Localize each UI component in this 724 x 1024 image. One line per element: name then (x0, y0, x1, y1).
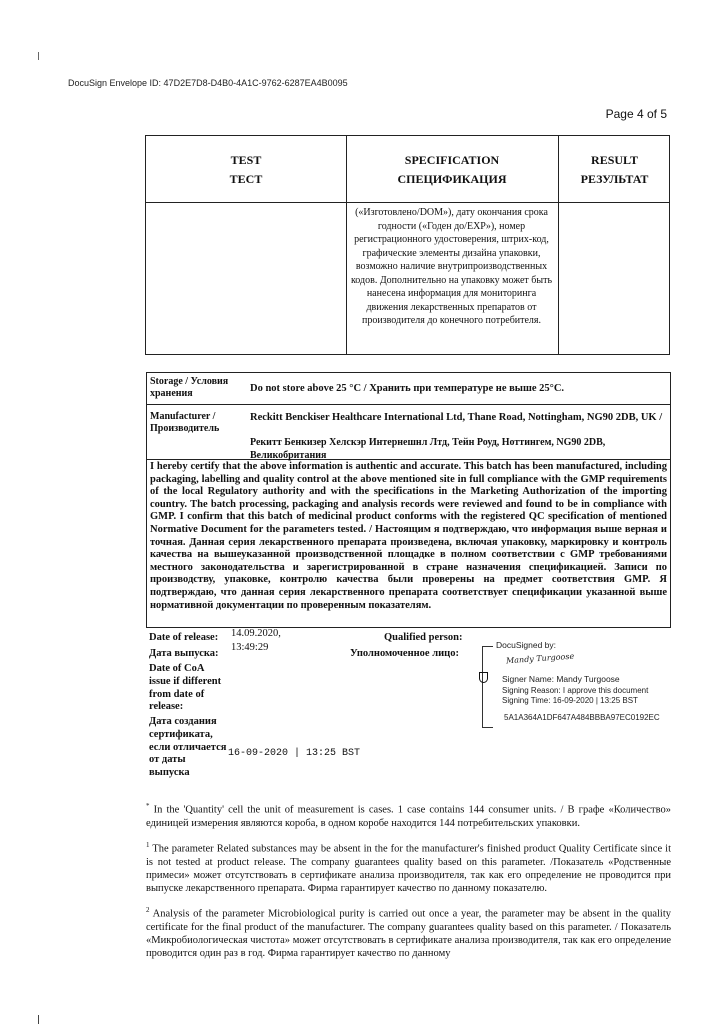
time-of-release-value: 13:49:29 (231, 642, 269, 653)
header-result-ru: РЕЗУЛЬТАТ (580, 172, 649, 186)
handwritten-signature: Mandy Turgoose (505, 651, 575, 666)
signing-time: Signing Time: 16-09-2020 | 13:25 BST (502, 696, 638, 705)
storage-row (146, 372, 671, 405)
footnote-1: $^1$ The parameter Related substances may be absent in the for the manufacturer's finished product Quality Certificate since it is not tested at product release. The company guarantees quality based on this parameter. /Показатель «Родственные примеси» может отсутствовать в сертификате анализа производителя, так как его определение не проводится при выпуске лекарственного препарата. Фирма гарантирует качество по данному показателю. (146, 840, 671, 895)
manufacturer-value-ru: Рекитт Бенкизер Хелскэр Интернешнл Лтд, Тейн Роуд, Ноттингем, NG90 2DB, Великобритания (250, 437, 606, 461)
row-divider (146, 202, 669, 203)
certification-statement: I hereby certify that the above information is authentic and accurate. This batch has been manufactured, including packaging, labelling and quality control at the above mentioned site in full compliance with the GMP requirements of the local Regulatory authority and with the specifications in the Marketing Authorization of the importing country. The batch processing, packaging and analysis records were reviewed and found to be in compliance with GMP. I confirm that this batch of medicinal product conforms with the registered QC specification of mentioned Normative Document for the parameters tested. / Настоящим я подтверждаю, что информация выше верная и точная. Данная серия лекарственного препарата произведена, включая упаковку, маркировку и контроль качества на вышеуказанной производственной площадке в полном соответствии с GMP требованиями местного законодательства и зарегистрированной в стране назначения спецификацией. Записи по производству, упаковке, контролю качества были проверены на предмет соответствия GMP. Я подтверждаю, что данная серия лекарственного препарата соответствует спецификации указанной выше нормативной документации по проверенным показателям. (146, 460, 671, 628)
signing-reason: Signing Reason: I approve this document (502, 686, 649, 695)
signature-hash: 5A1A364A1DF647A484BBBA97EC0192EC (504, 713, 660, 722)
footnote-star: * In the 'Quantity' cell the unit of measurement is cases. 1 case contains 144 consumer units. / В графе «Количество» единицей измерения являются короба, в одном коробе находится 144 потребительских упаковки. (146, 802, 671, 829)
date-of-release-value: 14.09.2020, (231, 628, 281, 639)
header-test-en: TEST (230, 153, 262, 167)
header-test-ru: ТЕСТ (229, 172, 263, 186)
header-specification (346, 151, 558, 189)
coa-date-label-ru: Дата создания сертификата, если отличается от даты выпуска (149, 716, 227, 779)
shield-icon (479, 672, 488, 683)
specification-table (145, 135, 670, 355)
scan-mark (38, 1015, 39, 1024)
header-result (558, 151, 671, 189)
docusign-header: DocuSigned by: (496, 640, 557, 650)
envelope-id: DocuSign Envelope ID: 47D2E7D8-D4B0-4A1C-9762-6287EA4B0095 (68, 78, 348, 88)
docusign-bracket (482, 646, 493, 728)
manufacturer-label: Manufacturer / Производитель (150, 411, 220, 434)
docusign-signature-block (478, 638, 678, 730)
footnote-2-text: Analysis of the parameter Microbiological purity is carried out once a year, the parameter may be absent in the quality certificate for the final product of the manufacturer. The company guarantees quality based on this parameter. / Показатель «Микробиологическая чистота» может отсутствовать в сертификате анализа производителя, так как его определение проводится один раз в год. Фирма гарантирует качество по данному (146, 908, 671, 960)
coa-date-label: Date of CoA issue if different from date of release: (149, 663, 222, 713)
footnote-1-text: The parameter Related substances may be absent in the for the manufacturer's finished product Quality Certificate since it is not tested at product release. The company guarantees quality based on this parameter. /Показатель «Родственные примеси» может отсутствовать в сертификате анализа производителя, так как его определение не проводится при выпуске лекарственного препарата. Фирма гарантирует качество по данному показателю. (146, 843, 671, 895)
date-of-release-label: Date of release: (149, 632, 219, 643)
header-result-en: RESULT (591, 153, 638, 167)
qualified-person-label: Qualified person: (384, 632, 463, 643)
manufacturer-value-en: Reckitt Benckiser Healthcare International Ltd, Thane Road, Nottingham, NG90 2DB, UK / (250, 412, 663, 423)
scan-mark (38, 52, 39, 60)
storage-value: Do not store above 25 °C / Хранить при температуре не выше 25°C. (250, 383, 565, 394)
page-number: Page 4 of 5 (605, 107, 667, 121)
specification-text: («Изготовлено/DOM»), дату окончания срока годности («Годен до/EXP»), номер регистрационного удостоверения, штрих-код, графические элементы дизайна упаковки, возможно наличие внутрипроизводственных кодов. Дополнительно на упаковку может быть нанесена информация для мониторинга движения лекарственных препаратов от производителя до конечного потребителя. (350, 207, 553, 326)
manufacturer-row (146, 405, 671, 460)
signer-name: Signer Name: Mandy Turgoose (502, 674, 620, 684)
coa-date-value: 16-09-2020 | 13:25 BST (228, 748, 361, 759)
header-test (146, 151, 346, 189)
storage-label: Storage / Условия хранения (150, 376, 229, 399)
qualified-person-label-ru: Уполномоченное лицо: (350, 648, 459, 659)
header-spec-en: SPECIFICATION (404, 153, 500, 167)
date-of-release-label-ru: Дата выпуска: (149, 648, 219, 659)
footnotes (146, 800, 671, 970)
footnote-star-text: In the 'Quantity' cell the unit of measurement is cases. 1 case contains 144 consumer units. / В графе «Количество» единицей измерения являются короба, в одном коробе находится 144 потребительских упаковки. (146, 804, 671, 829)
header-spec-ru: СПЕЦИФИКАЦИЯ (397, 172, 507, 186)
footnote-2: $^2$ Analysis of the parameter Microbiological purity is carried out once a year, the parameter may be absent in the quality certificate for the final product of the manufacturer. The company guarantees quality based on this parameter. / Показатель «Микробиологическая чистота» может отсутствовать в сертификате анализа производителя, так как его определение проводится один раз в год. Фирма гарантирует качество по данному (146, 906, 671, 960)
